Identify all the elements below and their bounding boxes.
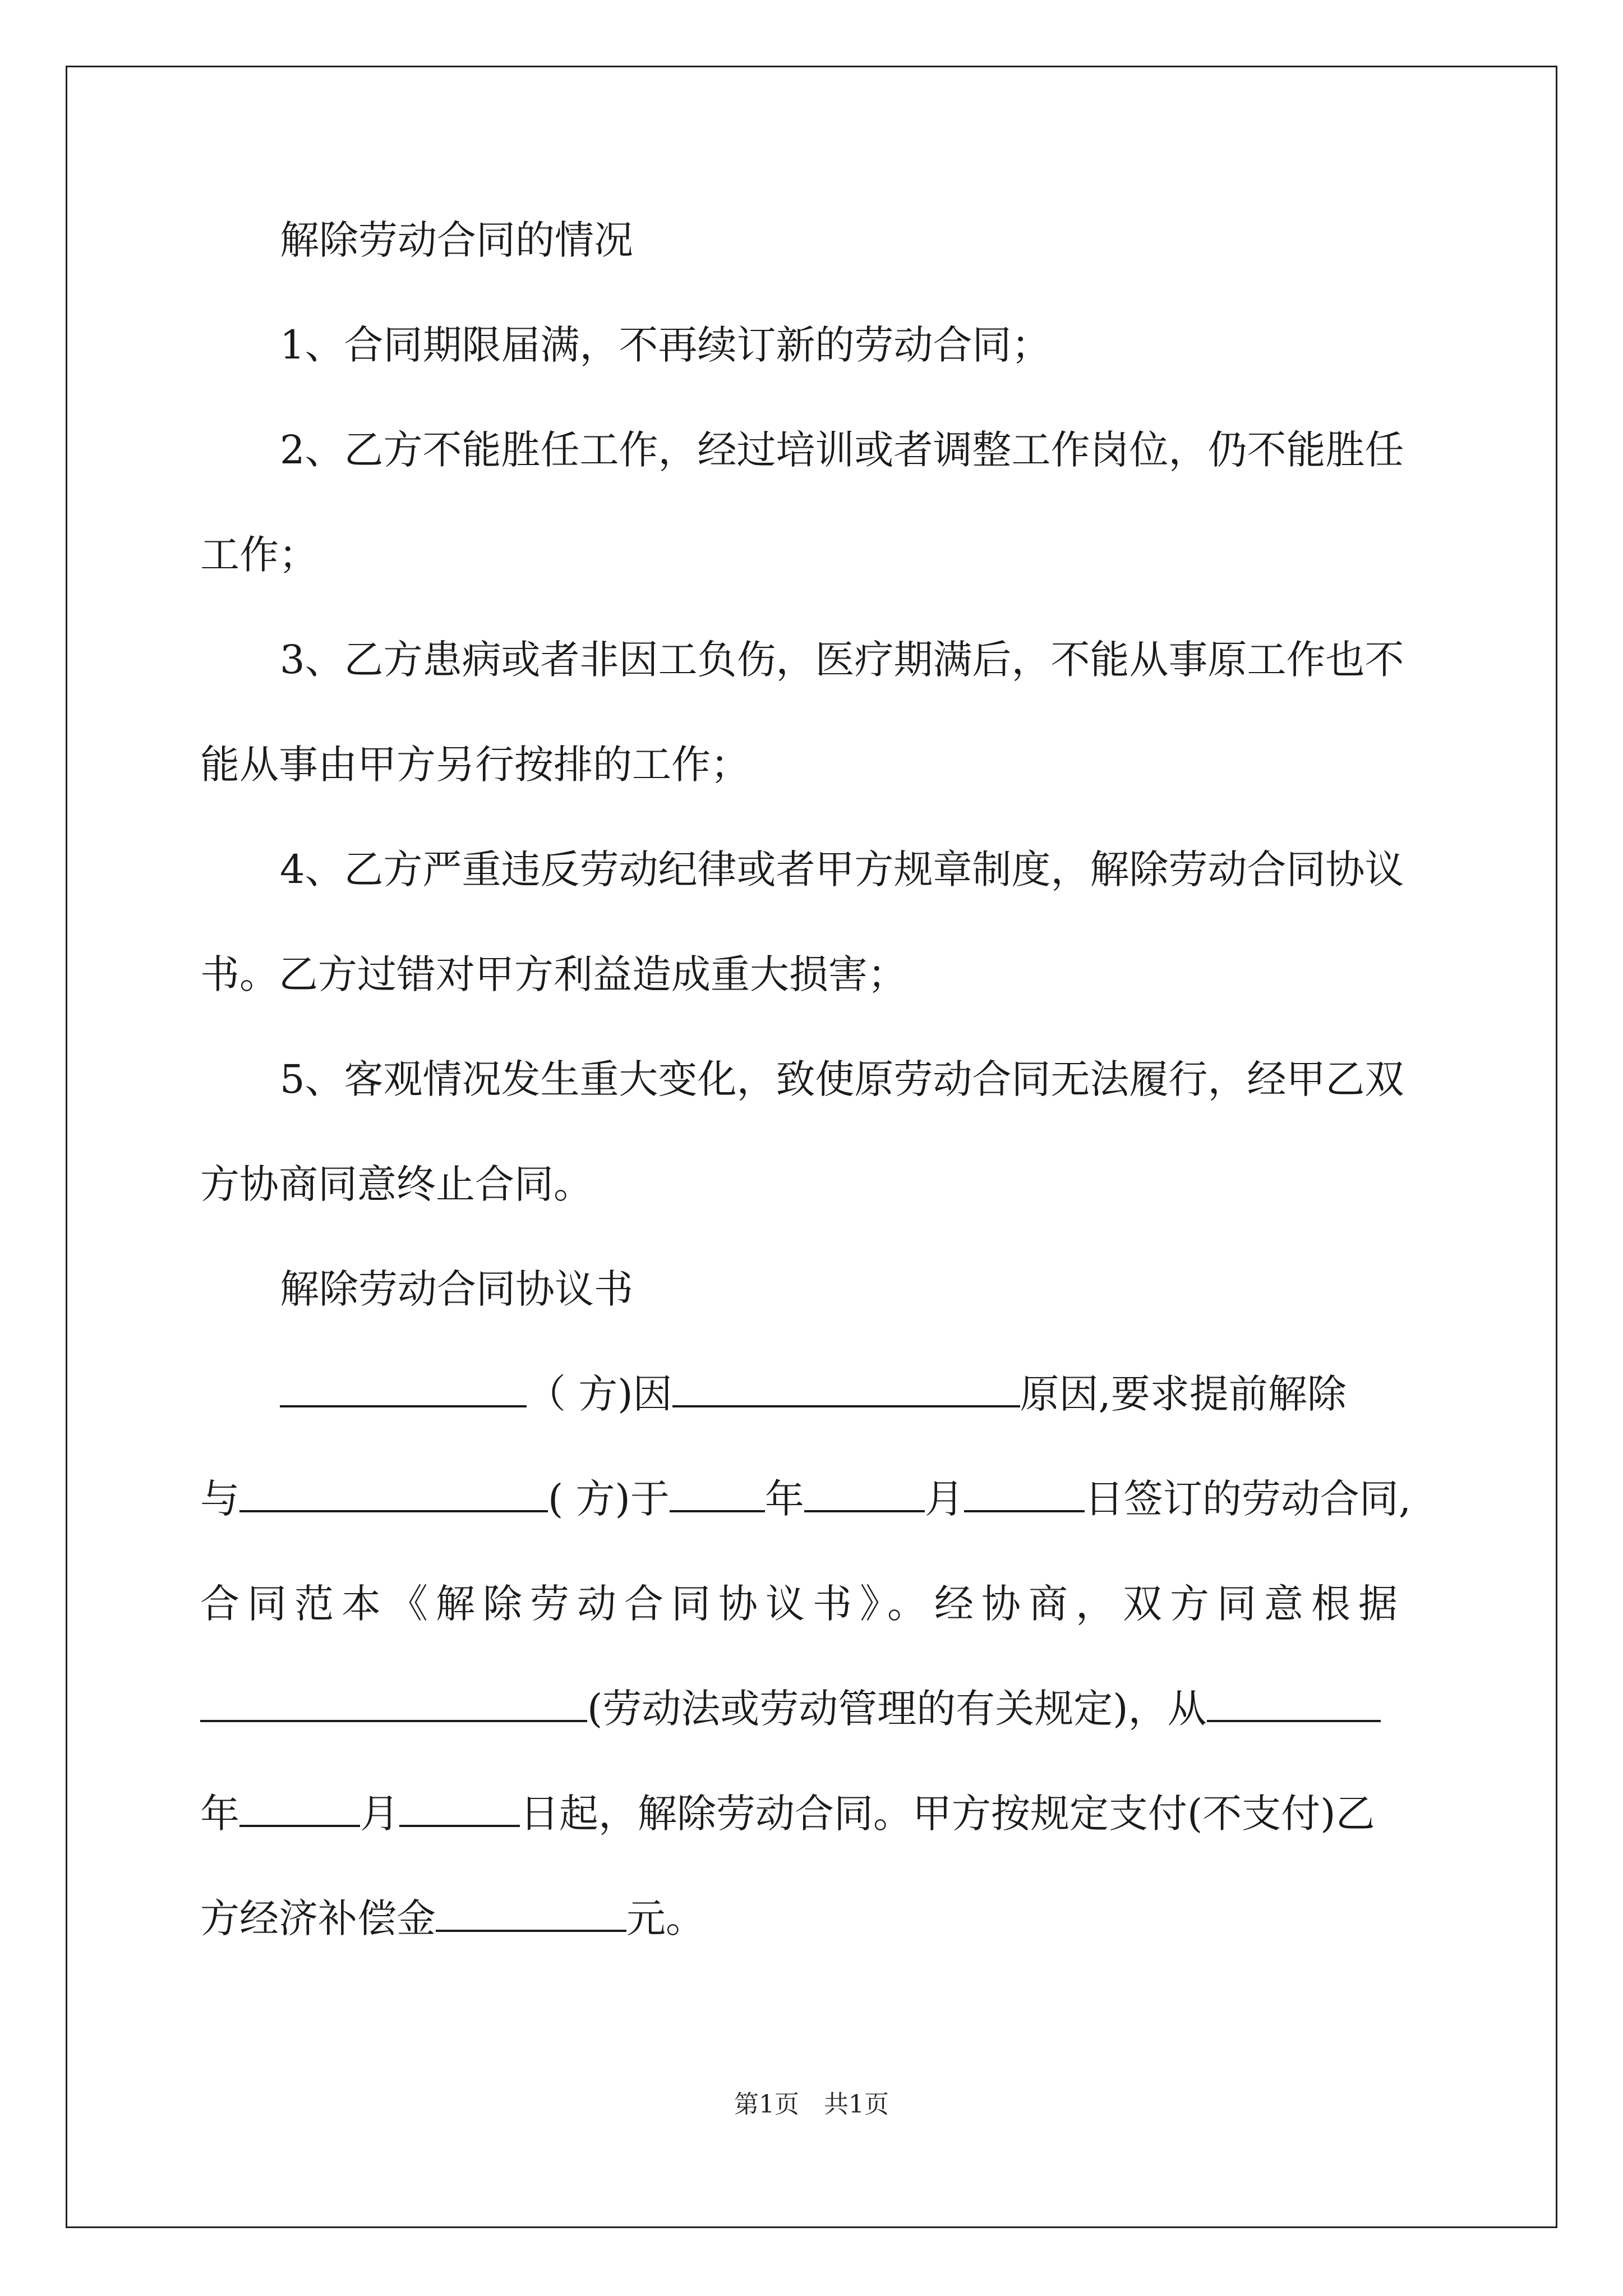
blank-reason[interactable]	[672, 1370, 1020, 1407]
agreement-line-2: 与 ( 方)于 年 月 日签订的劳动合同,	[200, 1476, 1412, 1522]
blank-party-name[interactable]	[280, 1370, 527, 1407]
list-item-continuation: 方协商同意终止合同。	[200, 1161, 593, 1207]
list-item-continuation: 能从事由甲方另行按排的工作；	[200, 742, 750, 788]
list-item-continuation: 书。乙方过错对甲方利益造成重大损害；	[200, 951, 907, 997]
list-item-continuation: 工作；	[200, 532, 318, 578]
blank-start-day[interactable]	[399, 1790, 520, 1827]
blank-sign-year[interactable]	[670, 1475, 765, 1512]
blank-other-party[interactable]	[239, 1475, 548, 1512]
list-item: 2、乙方不能胜任工作，经过培训或者调整工作岗位，仍不能胜任	[280, 427, 1404, 473]
blank-sign-month[interactable]	[804, 1475, 925, 1512]
list-item: 4、乙方严重违反劳动纪律或者甲方规章制度，解除劳动合同协议	[280, 846, 1404, 892]
blank-start-year[interactable]	[1207, 1685, 1381, 1722]
list-item: 3、乙方患病或者非因工负伤，医疗期满后，不能从事原工作也不	[280, 637, 1404, 683]
list-item: 5、客观情况发生重大变化，致使原劳动合同无法履行，经甲乙双	[280, 1056, 1404, 1102]
agreement-line-3: 合同范本《解除劳动合同协议书》。经协商，双方同意根据	[200, 1581, 1405, 1627]
agreement-line-5: 年 月 日起，解除劳动合同。甲方按规定支付(不支付)乙	[200, 1791, 1375, 1837]
heading-agreement: 解除劳动合同协议书	[280, 1266, 633, 1312]
agreement-line-6: 方经济补偿金 元。	[200, 1895, 705, 1941]
blank-sign-day[interactable]	[964, 1475, 1085, 1512]
agreement-line-1: （ 方)因 原因,要求提前解除	[280, 1367, 1347, 1421]
heading-situations: 解除劳动合同的情况	[280, 217, 633, 263]
page-number: 第1页 共1页	[734, 2090, 889, 2119]
blank-compensation[interactable]	[436, 1895, 626, 1932]
blank-legal-basis[interactable]	[200, 1685, 587, 1722]
list-item: 1、合同期限届满，不再续订新的劳动合同；	[280, 322, 1051, 368]
agreement-line-4: (劳动法或劳动管理的有关规定)，从	[200, 1682, 1381, 1736]
blank-start-month[interactable]	[239, 1790, 360, 1827]
